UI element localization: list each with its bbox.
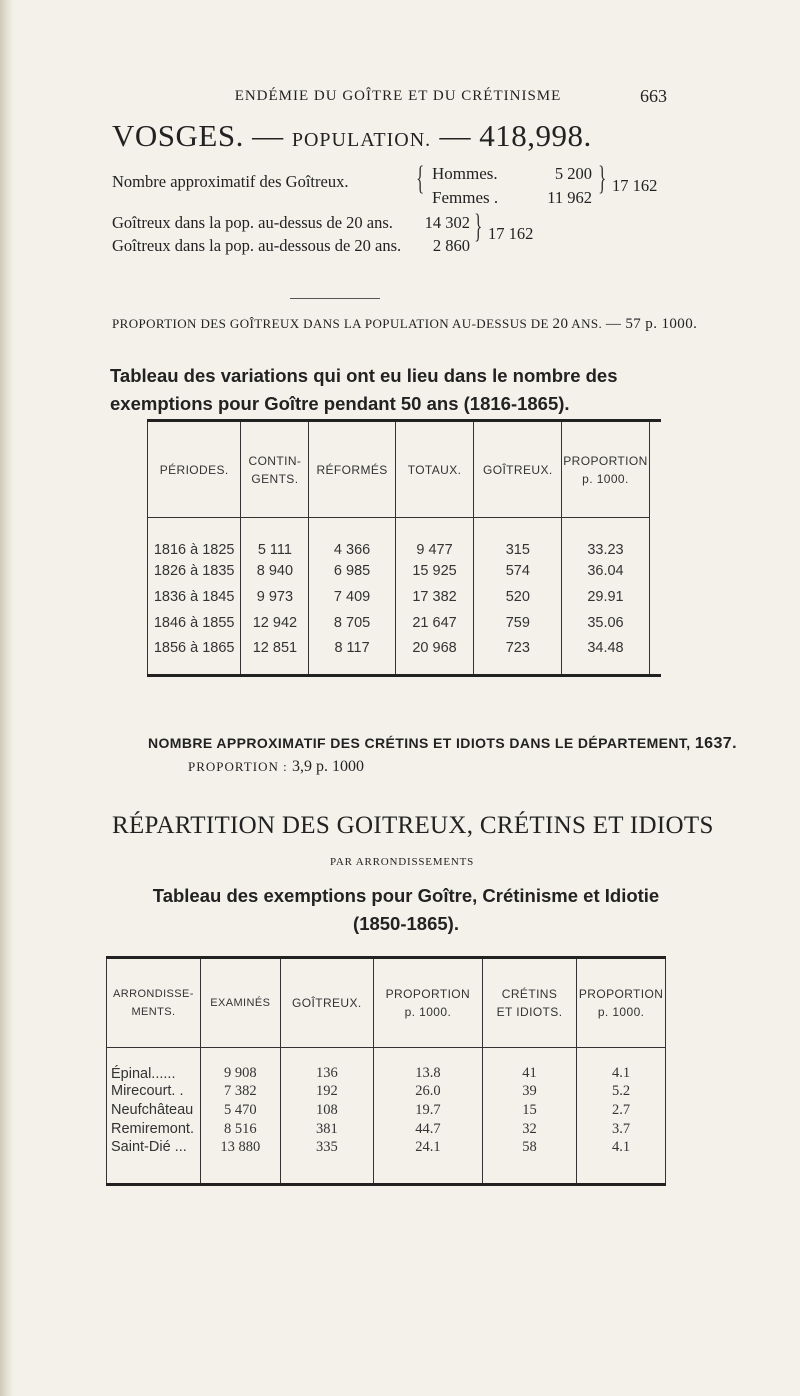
cell-goitreux: 759	[474, 610, 562, 636]
brace-right: }	[598, 160, 607, 197]
proportion-value: 3,9 p. 1000	[291, 758, 364, 775]
cell-reformes: 6 985	[309, 558, 395, 584]
cretins-value: 1637.	[694, 735, 737, 752]
cell-proportion: 4.1	[577, 1139, 666, 1185]
cell-period: 1856 à 1865	[148, 636, 241, 676]
cell-reformes: 4 366	[309, 518, 395, 558]
cell-goitreux: 108	[280, 1101, 373, 1120]
proportion-ans: ANS.	[571, 316, 603, 331]
cell-period: 1836 à 1845	[148, 584, 241, 610]
cell-arrondissement: Remiremont.	[107, 1120, 201, 1139]
brace-right: }	[474, 208, 483, 245]
cell-period: 1846 à 1855	[148, 610, 241, 636]
col-header: CRÉTINS ET IDIOTS.	[482, 958, 576, 1048]
femmes-value: 11 962	[547, 188, 592, 207]
cretins-text: NOMBRE APPROXIMATIF DES CRÉTINS ET IDIOTS DANS LE DÉPARTEMENT,	[148, 735, 691, 751]
title-dept: VOSGES.	[112, 118, 244, 153]
cell-goitreux: 723	[474, 636, 562, 676]
table-row	[148, 518, 662, 558]
cell-goitreux: 335	[280, 1139, 373, 1185]
hommes-value: 5 200	[554, 164, 592, 183]
cell-examines: 9 908	[200, 1048, 280, 1082]
col-header: ARRONDISSE- MENTS.	[107, 958, 201, 1048]
table-row	[107, 1082, 666, 1101]
cell-arrondissement: Épinal......	[107, 1048, 201, 1082]
col-header: CONTIN- GENTS.	[241, 421, 309, 518]
cell-examines: 13 880	[200, 1139, 280, 1185]
col-header: GOÎTREUX.	[280, 958, 373, 1048]
table-row	[107, 1048, 666, 1082]
cell-proportion: 29.91	[562, 584, 649, 610]
proportion-cretins-line	[188, 758, 364, 776]
cell-reformes: 8 705	[309, 610, 395, 636]
cell-examines: 8 516	[200, 1120, 280, 1139]
repartition-subtitle: PAR ARRONDISSEMENTS	[330, 856, 475, 868]
table-row	[107, 1120, 666, 1139]
table-row	[148, 636, 662, 676]
cretins-total-line	[148, 735, 737, 753]
cell-proportion: 34.48	[562, 636, 649, 676]
cell-proportion: 36.04	[562, 558, 649, 584]
cell-proportion: 35.06	[562, 610, 649, 636]
proportion-label: PROPORTION :	[188, 759, 288, 774]
cell-proportion: 13.8	[373, 1048, 482, 1082]
femmes-label: Femmes .	[432, 188, 499, 207]
cell-proportion: 4.1	[577, 1048, 666, 1082]
col-header: EXAMINÉS	[200, 958, 280, 1048]
goitreux-label: Nombre approximatif des Goîtreux.	[112, 172, 349, 191]
col-header: GOÎTREUX.	[474, 421, 562, 518]
cell-goitreux: 520	[474, 584, 562, 610]
cell-arrondissement: Mirecourt. .	[107, 1082, 201, 1101]
cell-goitreux: 192	[280, 1082, 373, 1101]
cell-proportion: 33.23	[562, 518, 649, 558]
divider	[290, 298, 380, 299]
cell-proportion: 3.7	[577, 1120, 666, 1139]
cell-proportion: 26.0	[373, 1082, 482, 1101]
col-header: PROPORTION p. 1000.	[577, 958, 666, 1048]
cell-cretins: 39	[482, 1082, 576, 1101]
cell-proportion: 2.7	[577, 1101, 666, 1120]
cell-contingents: 8 940	[241, 558, 309, 584]
cell-arrondissement: Saint-Dié ...	[107, 1139, 201, 1185]
running-head: ENDÉMIE DU GOÎTRE ET DU CRÉTINISME	[234, 88, 562, 104]
table-row	[107, 1139, 666, 1185]
title-dash: —	[252, 118, 284, 153]
exemptions-table-arrondissements	[106, 956, 666, 1186]
age-line-under-20: Goîtreux dans la pop. au-dessous de 20 ans.	[112, 236, 402, 255]
cell-goitreux: 315	[474, 518, 562, 558]
page-edge-shadow	[0, 0, 14, 1396]
page-number: 663	[640, 86, 667, 106]
proportion-goitreux-line	[112, 316, 697, 333]
cell-examines: 7 382	[200, 1082, 280, 1101]
age-line-over-20: Goîtreux dans la pop. au-dessus de 20 ans.	[112, 213, 393, 232]
cell-totaux: 9 477	[395, 518, 474, 558]
cell-cretins: 15	[482, 1101, 576, 1120]
proportion-text: PROPORTION DES GOÎTREUX DANS LA POPULATION AU-DESSUS DE	[112, 316, 549, 331]
col-header: RÉFORMÉS	[309, 421, 395, 518]
cell-cretins: 32	[482, 1120, 576, 1139]
cell-contingents: 5 111	[241, 518, 309, 558]
title-dash: —	[439, 118, 471, 153]
cell-proportion: 24.1	[373, 1139, 482, 1185]
cell-totaux: 17 382	[395, 584, 474, 610]
exemptions-table-1816-1865	[147, 419, 661, 677]
table1-heading: Tableau des variations qui ont eu lieu dans le nombre des exemptions pour Goître pendant 50 ans (1816-1865).	[110, 365, 618, 414]
cell-contingents: 12 851	[241, 636, 309, 676]
cell-period: 1826 à 1835	[148, 558, 241, 584]
cell-period: 1816 à 1825	[148, 518, 241, 558]
repartition-title: RÉPARTITION DES GOITREUX, CRÉTINS ET IDIOTS	[112, 812, 714, 839]
age-value-over-20: 14 302	[424, 213, 470, 232]
hommes-label: Hommes.	[432, 164, 498, 183]
cell-proportion: 19.7	[373, 1101, 482, 1120]
brace-left: {	[416, 160, 425, 197]
cell-contingents: 12 942	[241, 610, 309, 636]
cell-goitreux: 136	[280, 1048, 373, 1082]
col-header: PROPORTION p. 1000.	[562, 421, 649, 518]
cell-totaux: 15 925	[395, 558, 474, 584]
cell-totaux: 20 968	[395, 636, 474, 676]
cell-cretins: 41	[482, 1048, 576, 1082]
cell-proportion: 44.7	[373, 1120, 482, 1139]
cell-goitreux: 574	[474, 558, 562, 584]
table2-heading: Tableau des exemptions pour Goître, Crétinisme et Idiotie (1850-1865).	[152, 885, 660, 934]
cell-totaux: 21 647	[395, 610, 474, 636]
table-row	[148, 610, 662, 636]
cell-goitreux: 381	[280, 1120, 373, 1139]
col-header: PROPORTION p. 1000.	[373, 958, 482, 1048]
cell-proportion: 5.2	[577, 1082, 666, 1101]
proportion-age: 20	[552, 316, 569, 332]
proportion-value: — 57 p. 1000.	[605, 316, 698, 332]
col-header: TOTAUX.	[395, 421, 474, 518]
goitreux-total: 17 162	[612, 176, 658, 195]
table-row	[148, 558, 662, 584]
table-row	[107, 1101, 666, 1120]
cell-contingents: 9 973	[241, 584, 309, 610]
cell-arrondissement: Neufchâteau	[107, 1101, 201, 1120]
cell-reformes: 7 409	[309, 584, 395, 610]
page-title	[112, 118, 592, 154]
age-total: 17 162	[488, 224, 534, 243]
cell-reformes: 8 117	[309, 636, 395, 676]
age-value-under-20: 2 860	[432, 236, 470, 255]
title-population-label: POPULATION.	[291, 129, 432, 151]
cell-examines: 5 470	[200, 1101, 280, 1120]
table-row	[148, 584, 662, 610]
cell-cretins: 58	[482, 1139, 576, 1185]
col-header: PÉRIODES.	[148, 421, 241, 518]
title-population-value: 418,998.	[479, 118, 592, 153]
